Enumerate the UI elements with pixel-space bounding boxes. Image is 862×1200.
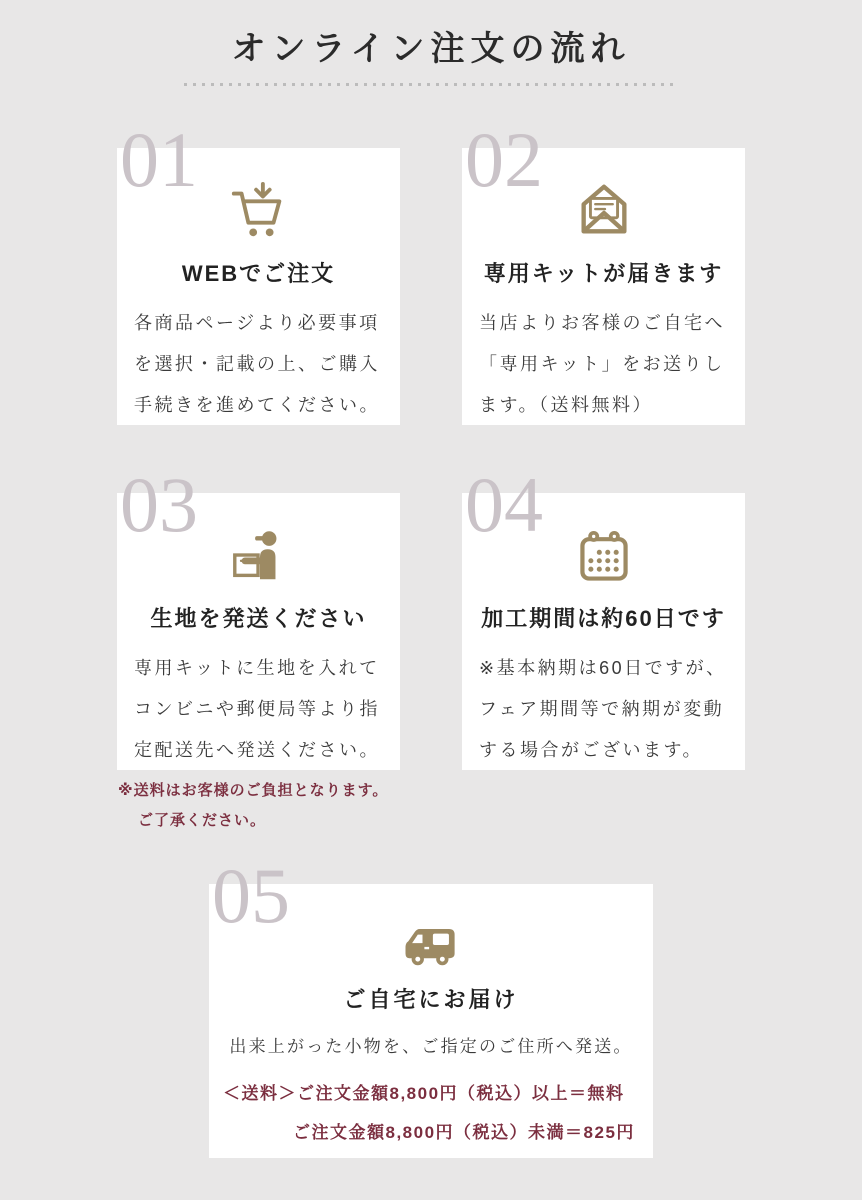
step-card-04 (462, 461, 745, 770)
step-description: 各商品ページより必要事項を選択・記載の上、ご購入手続きを進めてください。 (134, 312, 380, 416)
step-card-05 (209, 852, 653, 1158)
step-description: 出来上がった小物を、ご指定のご住所へ発送。 (229, 1036, 633, 1056)
step-title: ご自宅にお届け (343, 987, 519, 1012)
step-description: 当店よりお客様のご自宅へ「専用キット」をお送りします。（送料無料） (479, 312, 725, 416)
step-title: 加工期間は約60日です (481, 606, 726, 631)
step-card-02 (462, 116, 745, 425)
page-title: オンライン注文の流れ (231, 30, 631, 68)
shipping-fee-line2: ご注文金額8,800円（税込）未満＝825円 (293, 1123, 635, 1143)
dotted-divider (184, 83, 678, 86)
shipping-fee-details (209, 1074, 653, 1152)
step-description: 専用キットに生地を入れてコンビニや郵便局等より指定配送先へ発送ください。 (134, 657, 380, 761)
step-card-01 (117, 116, 400, 425)
step-number: 03 (120, 461, 198, 548)
shipping-cost-note (118, 776, 478, 836)
step-number: 01 (120, 116, 198, 203)
step-title: WEBでご注文 (181, 261, 336, 286)
step-number: 05 (212, 852, 290, 939)
step-number: 04 (465, 461, 543, 548)
note-line1: ※送料はお客様のご負担となります。 (118, 782, 389, 799)
step-card-03 (117, 461, 400, 770)
page-header (0, 26, 862, 86)
step-number: 02 (465, 116, 543, 203)
note-line2: ご了承ください。 (138, 812, 267, 829)
shipping-fee-line1: ＜送料＞ご注文金額8,800円（税込）以上＝無料 (223, 1084, 625, 1104)
shipping-fee-label: ＜送料＞ (223, 1084, 297, 1104)
steps-grid (117, 116, 745, 770)
step-description: ※基本納期は60日ですが、フェア期間等で納期が変動する場合がございます。 (479, 657, 727, 761)
step-title: 生地を発送ください (150, 606, 367, 631)
step-title: 専用キットが届きます (483, 261, 724, 286)
